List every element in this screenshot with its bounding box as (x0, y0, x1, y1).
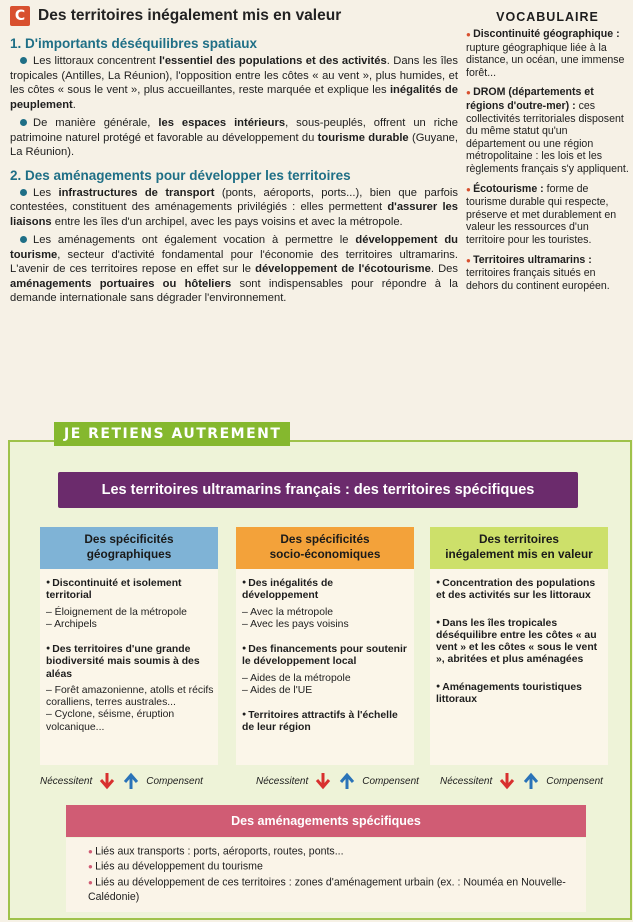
compensate-label: Compensent (546, 775, 603, 787)
arrow-down-icon (314, 771, 332, 791)
arrow-row-2 (256, 770, 419, 792)
list-subitem: – Aides de l'UE (242, 684, 313, 696)
list-item: ● Des financements pour soutenir le développement local (242, 643, 410, 669)
specific-developments-list (66, 838, 586, 912)
list-item: ● Liés au développement du tourisme (88, 859, 586, 874)
bullet-dot (20, 236, 27, 243)
list-item: ● Aménagements touristiques littoraux (436, 681, 604, 707)
bullet-dot (20, 189, 27, 196)
compensate-label: Compensent (362, 775, 419, 787)
part2-paragraph-1: Les infrastructures de transport (ponts, aéroports, ports...), bien que parfois contestées, constituent des aménagements privilégiés : elles permettent d'assurer les liaisons entre les îles d'un archipel, avec les pays voisins et avec la métropole. (10, 186, 458, 228)
necessitate-label: Nécessitent (440, 775, 493, 787)
list-item: ● Liés au développement de ces territoires : zones d'aménagement urbain (ex. : Nouméa en Nouvelle-Calédonie) (88, 875, 586, 905)
part1-paragraph-2: De manière générale, les espaces intérieurs, sous-peuplés, offrent un riche patrimoine naturel protégé et favorable au développement du tourisme durable (Guyane, La Réunion). (10, 117, 459, 158)
list-subitem: – Éloignement de la métropole (46, 606, 187, 618)
column-header-uneven: Des territoires inégalement mis en valeur (430, 527, 608, 569)
compensate-label: Compensent (146, 775, 203, 787)
vocab-entry: ● Discontinuité géographique : rupture géographique liée à la distance, un océan, une immense forêt... (466, 28, 629, 79)
part1-heading: 1. D'importants déséquilibres spatiaux (10, 36, 258, 51)
bullet-dot (20, 57, 27, 64)
list-subitem: – Forêt amazonienne, atolls et récifs coralliens, terres australes... (46, 684, 214, 709)
column-header-socioeconomic: Des spécificités socio-économiques (236, 527, 414, 569)
arrow-row-3 (440, 770, 603, 792)
diagram-main-title: Les territoires ultramarins français : des territoires spécifiques (58, 472, 578, 508)
part2-heading: 2. Des aménagements pour développer les territoires (10, 167, 351, 183)
specific-developments-title: Des aménagements spécifiques (66, 805, 586, 837)
arrow-up-icon (122, 771, 140, 791)
necessitate-label: Nécessitent (40, 775, 93, 787)
list-item: ● Discontinuité et isolement territorial (46, 577, 214, 603)
vocab-entry: ● Territoires ultramarins : territoires français situés en dehors du continent européen. (466, 254, 629, 293)
column-panel-uneven (430, 569, 608, 765)
column-header-geographic: Des spécificités géographiques (40, 527, 218, 569)
part1-paragraph-1: Les littoraux concentrent l'essentiel des populations et des activités. Dans les îles tropicales (Antilles, La Réunion), l'opposition entre les côtes « au vent », plus humides, et les côtes « sous le vent », plus accueillantes, reste marquée et explique les inégalités de peuplement. (10, 55, 459, 111)
list-item: ● Des territoires d'une grande biodiversité mais soumis à des aléas (46, 643, 214, 681)
column-panel-geographic (40, 569, 218, 765)
section-title-text: Des territoires inégalement mis en valeur (38, 7, 342, 24)
lesson-main-column (10, 6, 458, 310)
list-item: ● Dans les îles tropicales déséquilibre entre les côtes « au vent » et les côtes « sous le vent », abritées et plus aménagées (436, 617, 604, 667)
bullet-dot (20, 119, 27, 126)
list-item: ● Territoires attractifs à l'échelle de leur région (242, 709, 410, 735)
list-item: ● Des inégalités de développement (242, 577, 410, 603)
retiens-banner: JE RETIENS AUTREMENT (54, 422, 290, 446)
arrow-up-icon (338, 771, 356, 791)
list-subitem: – Avec la métropole (242, 606, 334, 618)
arrow-row-1 (40, 770, 203, 792)
list-subitem: – Archipels (46, 618, 97, 630)
vocab-entry: ● DROM (départements et régions d'outre-mer) : ces collectivités territoriales disposent du même statut qu'un département ou une région métropolitaine : les lois et les règlements français s'y appliquent. (466, 86, 629, 175)
arrow-down-icon (98, 771, 116, 791)
list-item: ● Liés aux transports : ports, aéroports, routes, ponts... (88, 844, 586, 859)
column-panel-socioeconomic (236, 569, 414, 765)
section-title (10, 6, 458, 26)
necessitate-label: Nécessitent (256, 775, 309, 787)
vocab-entry: ● Écotourisme : forme de tourisme durable qui respecte, préserve et met durablement en valeur les ressources d'un territoire pour les touristes. (466, 183, 629, 247)
lesson-section (0, 0, 633, 420)
arrow-up-icon (522, 771, 540, 791)
list-subitem: – Cyclone, séisme, éruption volcanique... (46, 709, 175, 733)
vocabulary-box (466, 10, 629, 299)
section-letter-badge: C (10, 6, 30, 26)
arrow-down-icon (498, 771, 516, 791)
vocabulary-title: VOCABULAIRE (496, 10, 599, 24)
part2-paragraph-2: Les aménagements ont également vocation à permettre le développement du tourisme, secteur d'activité fondamental pour l'économie des territoires ultramarins. L'avenir de ces territoires repose en effet sur le développement de l'écotourisme. Des aménagements portuaires ou hôteliers sont indispensables pour répondre à la demande internationale sans dégrader l'environnement. (10, 234, 458, 304)
list-subitem: – Aides de la métropole (242, 672, 351, 684)
list-item: ● Concentration des populations et des activités sur les littoraux (436, 577, 604, 603)
list-subitem: – Avec les pays voisins (242, 618, 349, 630)
